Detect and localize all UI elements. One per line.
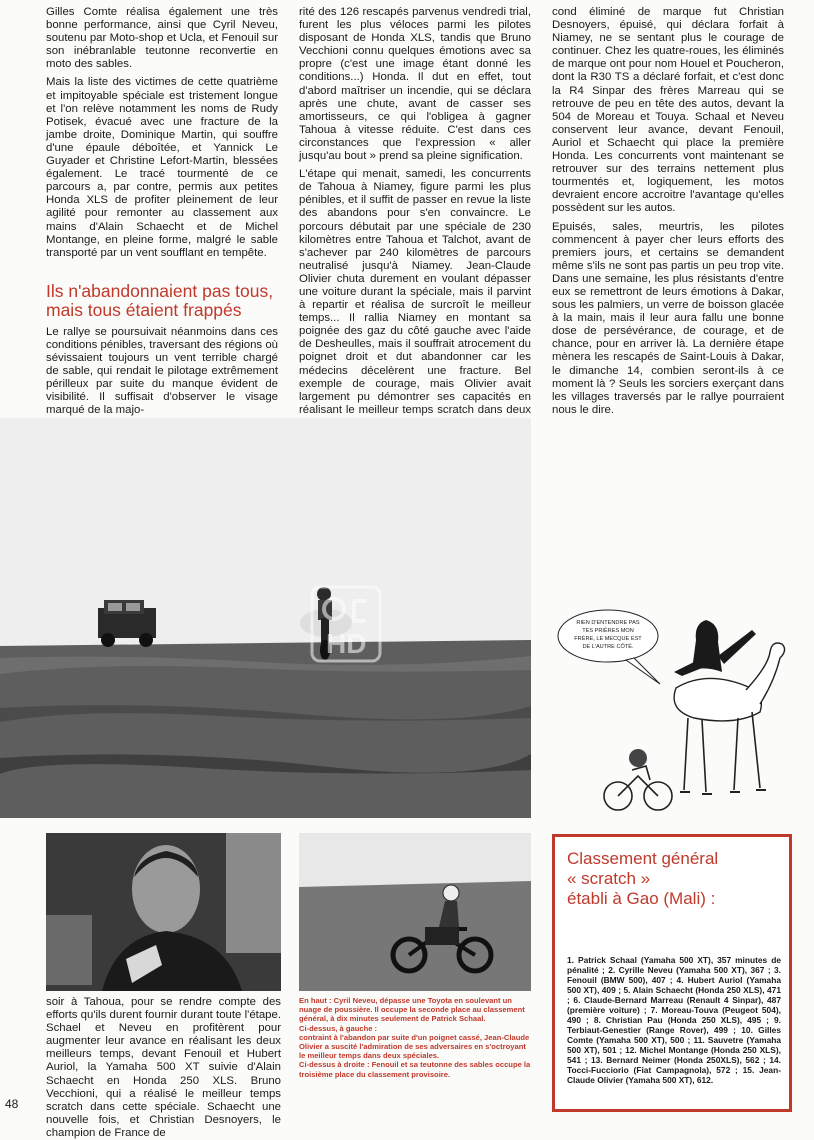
svg-text:RIEN D'ENTENDRE PAS: RIEN D'ENTENDRE PAS xyxy=(576,620,640,626)
rider-portrait-photo xyxy=(46,833,281,991)
svg-text:TES PRIÈRES MON: TES PRIÈRES MON xyxy=(582,628,634,634)
paragraph: Mais la liste des victimes de cette quatrième et impitoyable spéciale est tristement longue et l'on relève notamment les noms de Rudy Potisek, évacué avec une fracture de la jambe droite, Dominique Martin, qui souffre d'une épaule déboîtée, et Yannick Le Guyader et Christine Lefort-Martin, blessées également. Le tracé tourmenté de ce parcours a, par contre, permis aux petites Honda XLS de profiter pleinement de leur agilité pour remonter au classement aux mains d'Alain Schaecht et de Michel Montange, en pleine forme, malgré le sable transporté par un vent soufflant en tempête. xyxy=(46,76,278,259)
paragraph: L'étape qui menait, samedi, les concurrents de Tahoua à Niamey, figure parmi les plus pénibles, et il suffit de passer en revue la liste des abandons pour s'en convaincre. Le porcours débutait par une spéciale de 230 kilomètres entre Tahoua et Talchot, avant de s'achever par 240 kilomètres de parcours neutralisé jusqu'à Niamey. Jean-Claude Olivier chuta durement en voulant dépasser une voiture durant la spéciale, mais il parvint à repartir et réalisa de surcroît le meilleur temps... Il rallia Niamey en montant sa poignée des gaz du côté gauche avec l'aide de Desheulles, mais il souffrait atrocement du poignet droit et dut abandonner car les médecins décelèrent une fracture. Bel exemple de courage, mais Olivier avait largement pu démontrer ses capacités en réalisant le meilleur temps scratch dans deux xyxy=(299,168,531,416)
cartoon-illustration xyxy=(556,600,796,820)
article-column-continued: soir à Tahoua, pour se rendre compte des efforts qu'ils durent fournir durant toute l'étape. Schael et Neveu en profitèrent pour augmenter leur avance en réalisant les deux meilleurs temps, devant Fenouil et Hubert Auriol, la Yamaha 500 XT suivie d'Alain Schaecht en Honda 250 XLS. Bruno Vecchioni, qui a réalisé le meilleur temps scratch dans cette spéciale. Schaecht une nouvelle fois, et Christian Desnoyers, le champion de France de xyxy=(46,996,281,1139)
ranking-title: Classement général « scratch » établi à Gao (Mali) : xyxy=(567,849,719,908)
paragraph: Epuisés, sales, meurtris, les pilotes commencent à payer cher leurs efforts des premiers jours, et certains se demandent même s'ils ne sont pas partis un peu trop vite. Dans une semaine, les plus résistants d'entre eux se remettront de leurs émotions à Dakar, sous les palmiers, un verre de boisson glacée à la main, mais il leur aura fallu une bonne dose de persévérance, de courage, et de chance, pour en arriver là. La dernière étape mènera les rescapés de Saint-Louis à Dakar, le dimanche 14, combien seront-ils à ce moment là ? Seuls les sorciers exerçant dans les villages traversés par le rallye pourraient nous le dire. xyxy=(552,220,784,416)
photo-captions: En haut : Cyril Neveu, dépasse une Toyota en soulevant un nuage de poussière. Il occupe la seconde place au classement général, à dix minutes seulement de Patrick Schaal. Ci-dessus, à gauche : contraint à l'abandon par suite d'un poignet cassé, Jean-Claude Olivier a suscité l'admiration de ses adversaires en s'octroyant le meilleur temps dans deux spéciales. Ci-dessus à droite : Fenouil et sa teutonne des sables occupe la troisième place du classement provisoire. xyxy=(299,996,531,1079)
article-column-2 xyxy=(299,6,531,435)
photo-scene xyxy=(0,418,531,818)
bmw-bike-photo xyxy=(299,833,531,991)
svg-text:FRÈRE, LE MECQUE EST: FRÈRE, LE MECQUE EST xyxy=(574,636,642,642)
ranking-list: 1. Patrick Schaal (Yamaha 500 XT), 357 minutes de pénalité ; 2. Cyrille Neveu (Yamaha 500 XT), 367 ; 3. Fenouil (BMW 500), 407 ; 4. Hubert Auriol (Yamaha 500 XT), 409 ; 5. Alain Schaecht (Honda 250 XLS), 471 ; 6. Claude-Bernard Marreau (Renault 4 Sinpar), 487 (première voiture) ; 7. Moreau-Touva (Peugeot 504), 490 ; 8. Christian Pau (Honda 250 XLS), 495 ; 9. Terbiaut-Genestier (Range Rover), 499 ; 10. Gilles Comte (Yamaha 500 XT), 500 ; 11. Sauvetre (Yamaha 500 XT), 501 ; 12. Michel Montange (Honda 250 XLS), 541 ; 13. Bernard Neimer (Honda 250XLS), 562 ; 14. Tocci-Fucciorio (Fiat Campagnola), 572 ; 15. Jean-Claude Olivier (Yamaha 500 XT), 612. xyxy=(567,955,781,1085)
paragraph: rité des 126 rescapés parvenus vendredi trial, furent les plus véloces parmi les pilotes disposant de Honda XLS, tandis que Bruno Vecchioni connu quelques émotions avec sa propre (c'est une image étant donné les conditions...) Honda. Il dut en effet, tout d'abord maîtriser un incendie, qui se déclara après une chute, avant de casser ses amortisseurs, ce qui l'obligea à gagner Tahoua à vitesse réduite. C'est dans ces circonstances que l'expression « aller jusqu'au bout » prend sa pleine signification. xyxy=(299,6,531,163)
ranking-box xyxy=(552,834,792,1112)
article-column-3 xyxy=(552,6,784,422)
watermark-logo xyxy=(310,585,382,663)
article-column-1 xyxy=(46,6,278,422)
svg-text:DE L'AUTRE CÔTÉ.: DE L'AUTRE CÔTÉ. xyxy=(582,644,634,650)
page-number: 48 xyxy=(5,1097,19,1111)
svg-text:HD: HD xyxy=(326,628,367,659)
desert-rally-photo xyxy=(0,418,531,818)
paragraph: cond éliminé de marque fut Christian Desnoyers, épuisé, qui déclara forfait à Niamey, ne se sentant plus le courage de continuer. Chez les quatre-roues, les éliminés de marque ont pour nom Houel et Poucheron, dont la R30 TS a déclaré forfait, et c'est donc la R4 Sinpar des frères Marreau qui se retrouve de peu en tête des autos, devant la 504 de Moreau et Touya. Schaal et Neveu conservent leur avance, devant Fenouil, Auriol et Schaecht qui place la première Honda. Les concurrents vont maintenant se retrouver sur des terrains nettement plus tourmentés et, logiquement, les motos devraient encore accroitre l'avantage qu'elles possèdent sur les autos. xyxy=(552,6,784,215)
paragraph: Gilles Comte réalisa également une très bonne performance, ainsi que Cyril Neveu, soutenu par Moto-shop et Ucla, et Fenouil sur son inébranlable teutonne reconvertie en moto des sables. xyxy=(46,6,278,71)
paragraph: Le rallye se poursuivait néanmoins dans ces conditions pénibles, traversant des régions où sévissaient toujours un vent terrible chargé de sable, qui rendait le pilotage extrêmement périlleux par suite du manque évident de visibilité. Il suffisait d'observer le visage marqué de la majo- xyxy=(46,325,278,417)
section-heading: Ils n'abandonnaient pas tous, mais tous étaient frappés xyxy=(46,280,274,320)
